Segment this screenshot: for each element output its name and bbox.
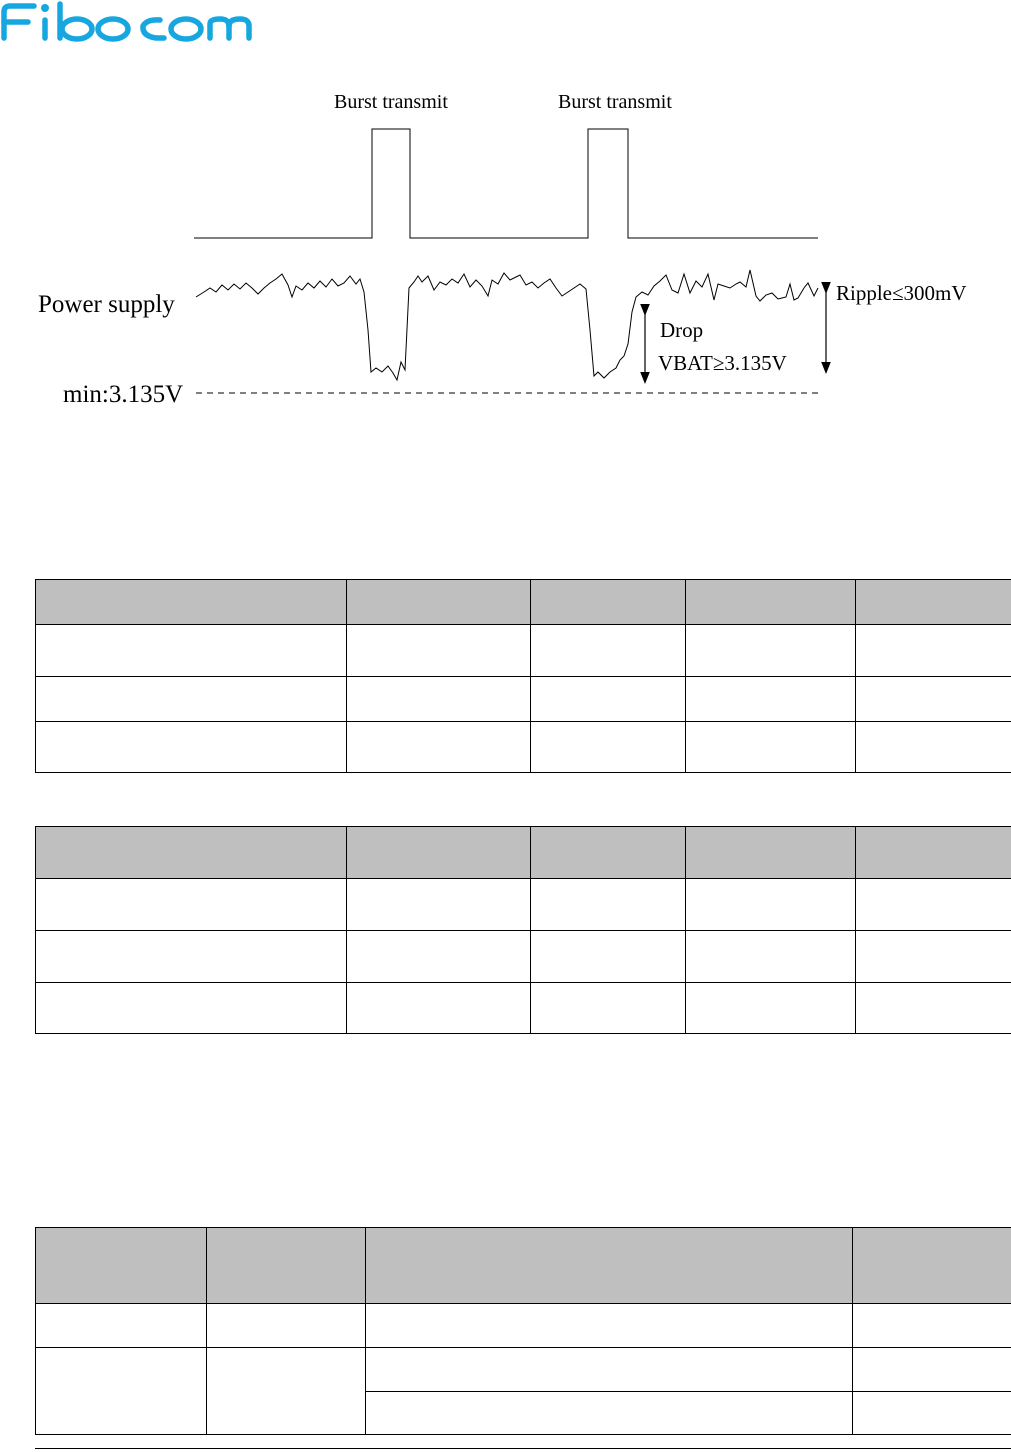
table-header-row — [36, 827, 1011, 879]
table-header-row — [36, 1228, 1011, 1304]
min-voltage-label: min:3.135V — [63, 381, 184, 408]
table-row — [36, 625, 1011, 677]
burst-label-2: Burst transmit — [558, 91, 672, 113]
power-supply-label: Power supply — [38, 291, 175, 318]
table-row — [36, 1304, 1011, 1348]
table-row — [36, 879, 1011, 931]
burst-waveform — [194, 129, 818, 238]
ripple-label: Ripple≤300mV — [836, 281, 967, 305]
table-row — [36, 931, 1011, 983]
table-row — [36, 1348, 1011, 1392]
vbat-label: VBAT≥3.135V — [658, 351, 787, 375]
footer-rule — [35, 1448, 1011, 1449]
table-header-row — [36, 580, 1011, 625]
table-row — [36, 983, 1011, 1034]
parameter-table-1 — [35, 579, 1011, 773]
drop-label: Drop — [660, 318, 704, 342]
parameter-table-3 — [35, 1227, 1011, 1435]
fibocom-logo — [0, 0, 270, 44]
power-supply-diagram — [0, 60, 1011, 420]
table-row — [36, 722, 1011, 773]
parameter-table-2 — [35, 826, 1011, 1034]
table-row — [36, 677, 1011, 722]
burst-label-1: Burst transmit — [334, 91, 448, 113]
